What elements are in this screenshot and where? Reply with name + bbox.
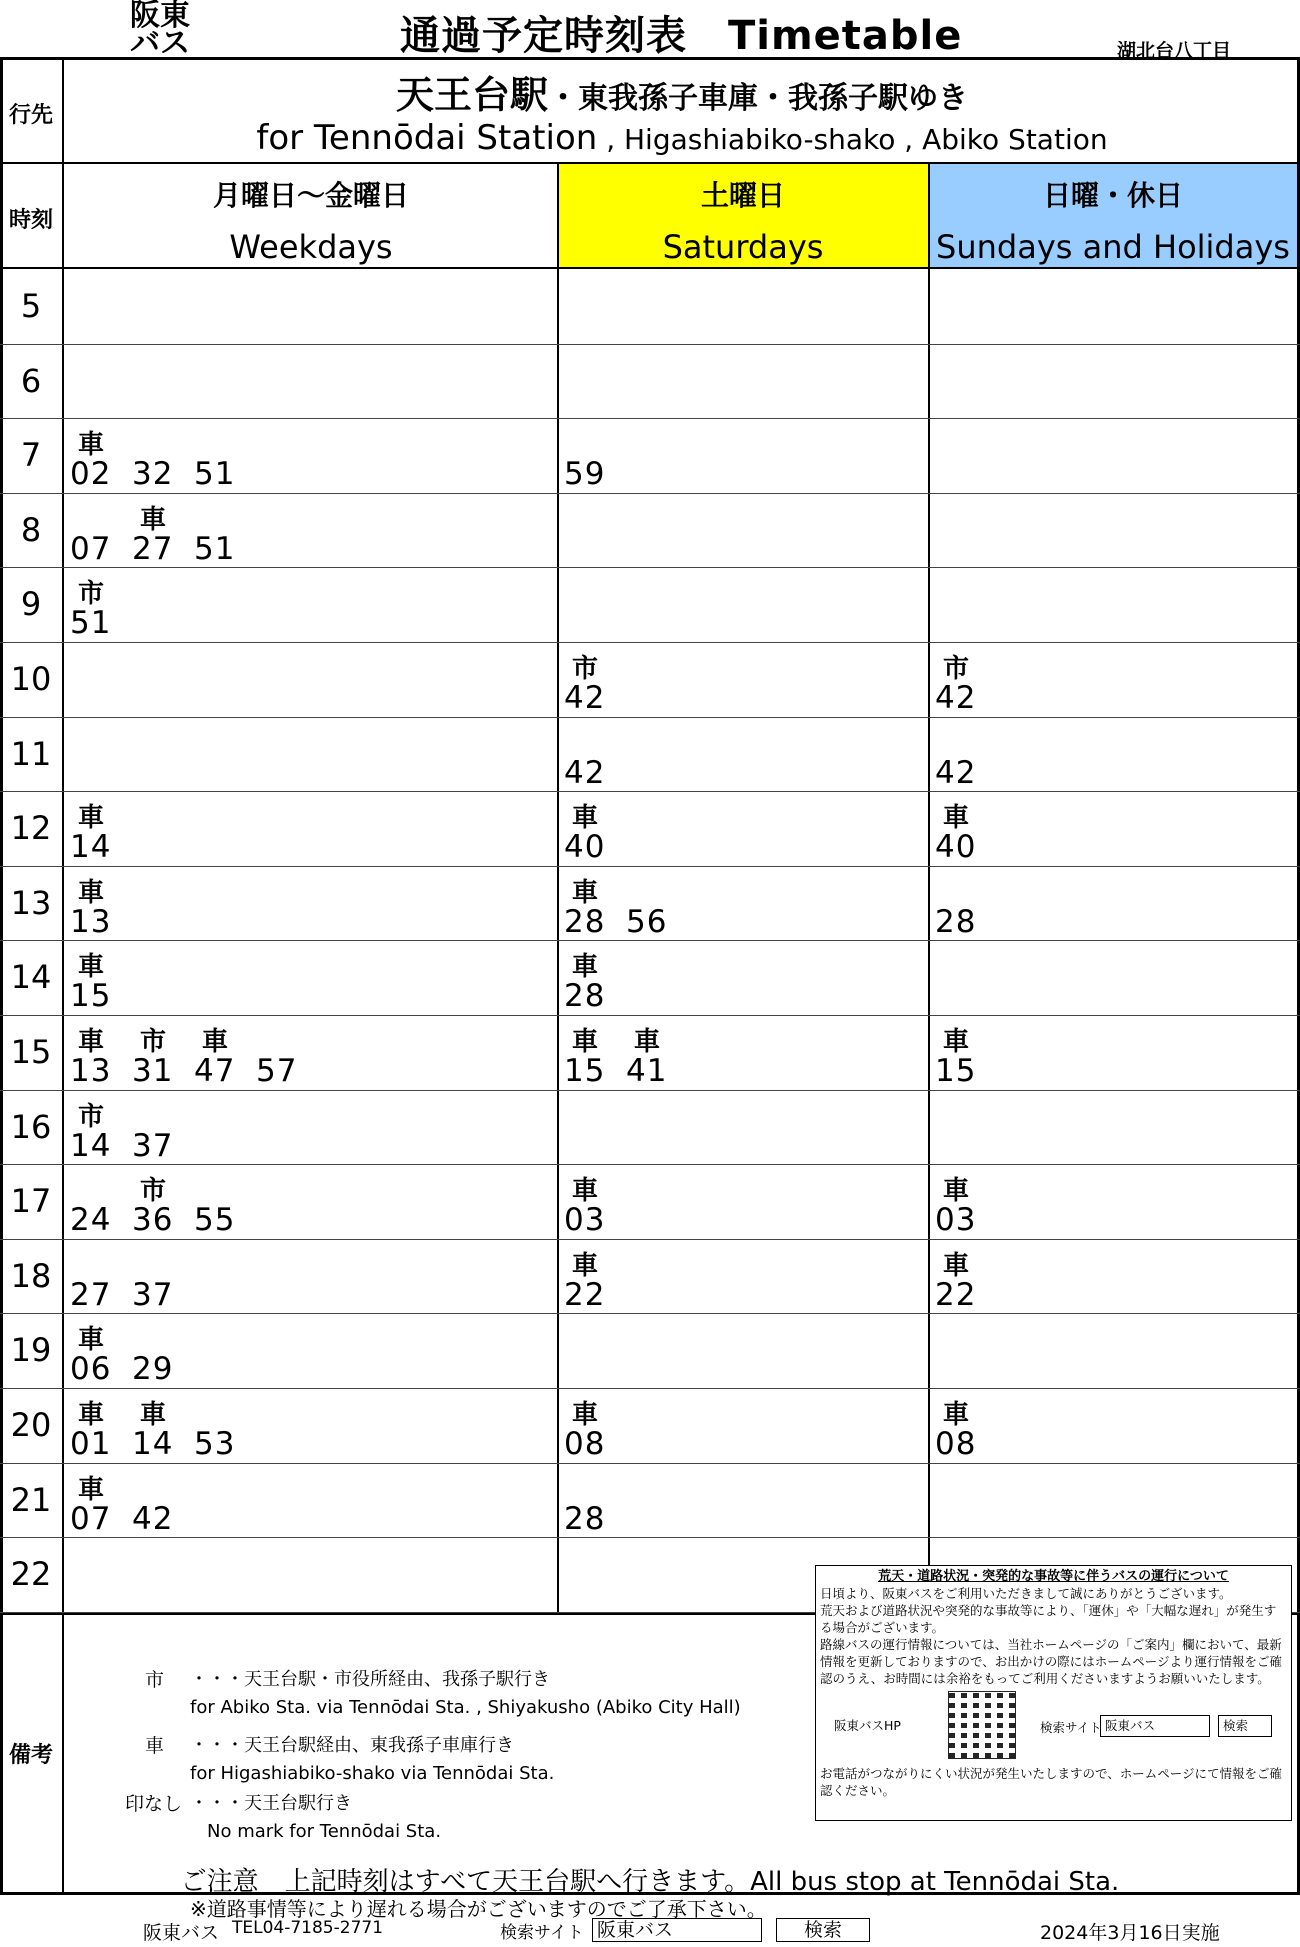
- hour-row-divider: [0, 1537, 1300, 1538]
- row-divider: [0, 162, 1300, 164]
- note-item: [70, 1666, 790, 1724]
- note-en: No mark for Tennōdai Sta.: [207, 1821, 442, 1842]
- departure-minute: 13: [70, 903, 112, 940]
- departure-minute: 59: [564, 456, 606, 493]
- destination-en: [64, 118, 1300, 158]
- route-mark: 車: [572, 1400, 599, 1430]
- route-mark: 市: [78, 1101, 105, 1132]
- remarks-notes: [70, 1640, 790, 1848]
- destination-jp-rest: ・東我孫子車庫・我孫子駅ゆき: [548, 81, 968, 116]
- note-en: for Abiko Sta. via Tennōdai Sta. , Shiyakusho (Abiko City Hall): [190, 1697, 741, 1718]
- note-jp: ・・・天王台駅・市役所経由、我孫子駅行き: [190, 1669, 550, 1690]
- time-label: 時刻: [8, 208, 53, 233]
- hour-row-divider: [0, 1164, 1300, 1165]
- remarks-label: 備考: [8, 1743, 53, 1768]
- departure-minute: 28: [564, 978, 606, 1015]
- note-en: for Higashiabiko-shako via Tennōdai Sta.: [190, 1763, 555, 1784]
- search-site-value: 阪東バス: [1100, 1715, 1210, 1737]
- hour-label: 7: [20, 436, 42, 475]
- route-mark: 車: [943, 1400, 970, 1430]
- note-mark: 車: [145, 1735, 165, 1757]
- departure-minute: 06: [70, 1351, 112, 1388]
- hour-label: 13: [10, 883, 52, 922]
- column-divider: [557, 162, 559, 1615]
- route-mark: 車: [78, 430, 105, 461]
- route-mark: 市: [140, 1027, 167, 1057]
- route-mark: 市: [943, 654, 970, 684]
- route-mark: 車: [78, 952, 105, 983]
- footer-company: 阪東バス: [143, 1922, 220, 1944]
- departure-minute: 42: [132, 1500, 174, 1537]
- destination-jp-main: 天王台駅: [395, 73, 548, 117]
- departure-minute: 42: [935, 680, 977, 716]
- footer-delay-notice: ※道路事情等により遅れる場合がございますのでご了承下さい。: [190, 1897, 767, 1921]
- route-mark: 市: [78, 579, 105, 610]
- logo-line2: バス: [130, 26, 190, 61]
- departure-minute: 15: [935, 1053, 977, 1089]
- departure-minute: 14: [70, 829, 112, 866]
- departure-minute: 40: [564, 829, 606, 866]
- departure-minute: 41: [626, 1053, 668, 1089]
- hour-row-divider: [0, 344, 1300, 345]
- departure-minute: 55: [194, 1202, 236, 1239]
- hour-row-divider: [0, 642, 1300, 643]
- hour-label: 10: [10, 660, 52, 698]
- note-mark: 市: [145, 1669, 165, 1691]
- route-mark: 車: [78, 1400, 105, 1430]
- hour-label: 16: [10, 1107, 52, 1146]
- departure-minute: 01: [70, 1426, 112, 1462]
- route-mark: 車: [572, 1250, 599, 1281]
- hour-row-divider: [0, 418, 1300, 419]
- notice-line: 路線バスの運行情報については、当社ホームページの「ご案内」欄において、最新情報を更新しておりますので、お出かけの際にはホームページより運行情報をご確認のうえ、お時間には余裕をもってご利用くださいますようお願いいたします。: [820, 1637, 1283, 1686]
- route-mark: 車: [572, 952, 599, 983]
- hour-row-divider: [0, 866, 1300, 867]
- notice-title: 荒天・道路状況・突発的な事故等に伴うバスの運行について: [878, 1569, 1229, 1584]
- route-mark: 車: [78, 1027, 105, 1057]
- footer-search-button[interactable]: 検索: [776, 1918, 870, 1942]
- notice-line: お電話がつながりにくい状況が発生いたしますので、ホームページにて情報をご確認ください。: [820, 1766, 1283, 1798]
- departure-minute: 28: [564, 1500, 606, 1537]
- departure-minute: 15: [70, 978, 112, 1015]
- departure-minute: 15: [564, 1053, 606, 1089]
- departure-minute: 07: [70, 1500, 112, 1537]
- destination-en-main: for Tennōdai Station: [256, 118, 598, 158]
- hour-row-divider: [0, 791, 1300, 792]
- effective-date: 2024年3月16日実施: [1040, 1922, 1220, 1944]
- route-mark: 車: [572, 1027, 599, 1057]
- label-column-divider: [62, 57, 64, 1895]
- departure-minute: 13: [70, 1053, 112, 1089]
- route-mark: 市: [572, 654, 599, 684]
- departure-minute: 51: [194, 456, 236, 493]
- qr-code-icon[interactable]: [948, 1691, 1016, 1759]
- page-title: 通過予定時刻表 Timetable: [400, 13, 963, 59]
- hour-label: 17: [10, 1182, 52, 1221]
- departure-minute: 03: [564, 1202, 606, 1239]
- hour-label: 19: [10, 1331, 52, 1370]
- logo-line1: 阪東: [130, 0, 190, 33]
- note-item: [70, 1790, 790, 1848]
- hour-row-divider: [0, 717, 1300, 718]
- column-header-en: Sundays and Holidays: [936, 228, 1290, 266]
- route-mark: 車: [943, 1250, 970, 1281]
- departure-minute: 28: [564, 903, 606, 940]
- departure-minute: 27: [70, 1276, 112, 1313]
- hour-label: 6: [20, 361, 42, 400]
- note-item: [70, 1732, 790, 1790]
- hour-row-divider: [0, 1090, 1300, 1091]
- column-header-saturdays: [558, 164, 928, 266]
- hp-label: 阪東バスHP: [834, 1718, 901, 1733]
- destination-label: 行先: [8, 103, 53, 128]
- departure-minute: 24: [70, 1202, 112, 1239]
- footer-search-value: 阪東バス: [592, 1918, 762, 1942]
- column-divider: [928, 162, 930, 1615]
- route-mark: 車: [634, 1027, 661, 1057]
- departure-minute: 22: [564, 1276, 606, 1313]
- departure-minute: 22: [935, 1276, 977, 1313]
- hour-row-divider: [0, 567, 1300, 568]
- hour-row-divider: [0, 493, 1300, 494]
- hour-label: 14: [10, 958, 52, 997]
- hour-label: 12: [10, 809, 52, 848]
- column-header-en: Weekdays: [229, 228, 393, 266]
- hour-label: 22: [10, 1555, 52, 1594]
- note-jp: ・・・天王台駅行き: [190, 1793, 352, 1814]
- departure-minute: 56: [626, 903, 668, 940]
- notice-line: 荒天および道路状況や突発的な事故等により、「運休」や「大幅な遅れ」が発生する場合がございます。: [820, 1603, 1277, 1635]
- departure-minute: 42: [564, 754, 606, 791]
- route-mark: 車: [943, 803, 970, 834]
- departure-minute: 08: [935, 1426, 977, 1462]
- hour-label: 5: [20, 287, 42, 325]
- company-logo: [125, 0, 195, 61]
- search-button[interactable]: 検索: [1218, 1715, 1272, 1737]
- hour-row-divider: [0, 1463, 1300, 1464]
- column-header-jp: 月曜日～金曜日: [212, 179, 409, 212]
- departure-minute: 29: [132, 1351, 174, 1388]
- route-mark: 車: [78, 803, 105, 834]
- route-mark: 車: [140, 504, 167, 535]
- departure-minute: 53: [194, 1426, 236, 1462]
- departure-minute: 02: [70, 456, 112, 493]
- footer-caution: ご注意 上記時刻はすべて天王台駅へ行きます。All bus stop at Tennōdai Sta.: [180, 1867, 1120, 1897]
- departure-minute: 51: [194, 530, 236, 567]
- destination-jp: [64, 64, 1300, 119]
- departure-minute: 40: [935, 829, 977, 866]
- route-mark: 車: [140, 1400, 167, 1430]
- departure-minute: 31: [132, 1053, 174, 1089]
- departure-minute: 32: [132, 456, 174, 493]
- footer-search-label: 検索サイト: [500, 1923, 584, 1943]
- notice-links: [820, 1687, 1287, 1765]
- footer-tel: TEL04-7185-2771: [232, 1918, 384, 1938]
- route-mark: 車: [572, 1176, 599, 1207]
- hour-row-divider: [0, 940, 1300, 941]
- route-mark: 車: [78, 1474, 105, 1505]
- hour-label: 11: [10, 734, 52, 773]
- departure-minute: 42: [564, 680, 606, 716]
- departure-minute: 57: [256, 1053, 298, 1089]
- route-mark: 車: [943, 1176, 970, 1207]
- hour-label: 15: [10, 1033, 52, 1071]
- notice-line: 日頃より、阪東バスをご利用いただきまして誠にありがとうございます。: [820, 1586, 1232, 1601]
- route-mark: 市: [140, 1176, 167, 1207]
- departure-minute: 14: [70, 1127, 112, 1164]
- hour-label: 18: [10, 1256, 52, 1295]
- departure-minute: 28: [935, 903, 977, 940]
- search-site-label: 検索サイト: [1040, 1720, 1102, 1735]
- hour-row-divider: [0, 1239, 1300, 1240]
- row-divider: [0, 267, 1300, 269]
- route-mark: 車: [202, 1027, 229, 1057]
- hour-label: 21: [10, 1480, 52, 1519]
- note-jp: ・・・天王台駅経由、東我孫子車庫行き: [190, 1735, 514, 1756]
- departure-minute: 27: [132, 530, 174, 567]
- hour-row-divider: [0, 1388, 1300, 1389]
- route-mark: 車: [78, 1325, 105, 1356]
- hour-row-divider: [0, 1015, 1300, 1016]
- stop-name: 湖北台八丁目: [1117, 40, 1232, 62]
- departure-minute: 42: [935, 754, 977, 791]
- column-header-en: Saturdays: [662, 228, 824, 266]
- departure-minute: 07: [70, 530, 112, 567]
- column-header-sundays-holidays: [929, 164, 1297, 266]
- column-header-jp: 日曜・休日: [1042, 179, 1183, 212]
- route-mark: 車: [572, 877, 599, 908]
- route-mark: 車: [943, 1027, 970, 1057]
- note-mark: 印なし: [125, 1793, 183, 1815]
- route-mark: 車: [78, 877, 105, 908]
- departure-minute: 37: [132, 1127, 174, 1164]
- column-header-jp: 土曜日: [700, 179, 785, 212]
- destination-en-rest: , Higashiabiko-shako , Abiko Station: [597, 123, 1108, 156]
- departure-minute: 03: [935, 1202, 977, 1239]
- hour-label: 20: [10, 1406, 52, 1444]
- service-notice-box: [815, 1565, 1292, 1821]
- hour-label: 9: [20, 585, 42, 624]
- route-mark: 車: [572, 803, 599, 834]
- departure-minute: 36: [132, 1202, 174, 1239]
- departure-minute: 37: [132, 1276, 174, 1313]
- departure-minute: 51: [70, 605, 112, 642]
- column-header-weekdays: [64, 164, 558, 266]
- departure-minute: 47: [194, 1053, 236, 1089]
- hour-row-divider: [0, 1313, 1300, 1314]
- departure-minute: 14: [132, 1426, 174, 1462]
- hour-label: 8: [20, 510, 42, 549]
- departure-minute: 08: [564, 1426, 606, 1462]
